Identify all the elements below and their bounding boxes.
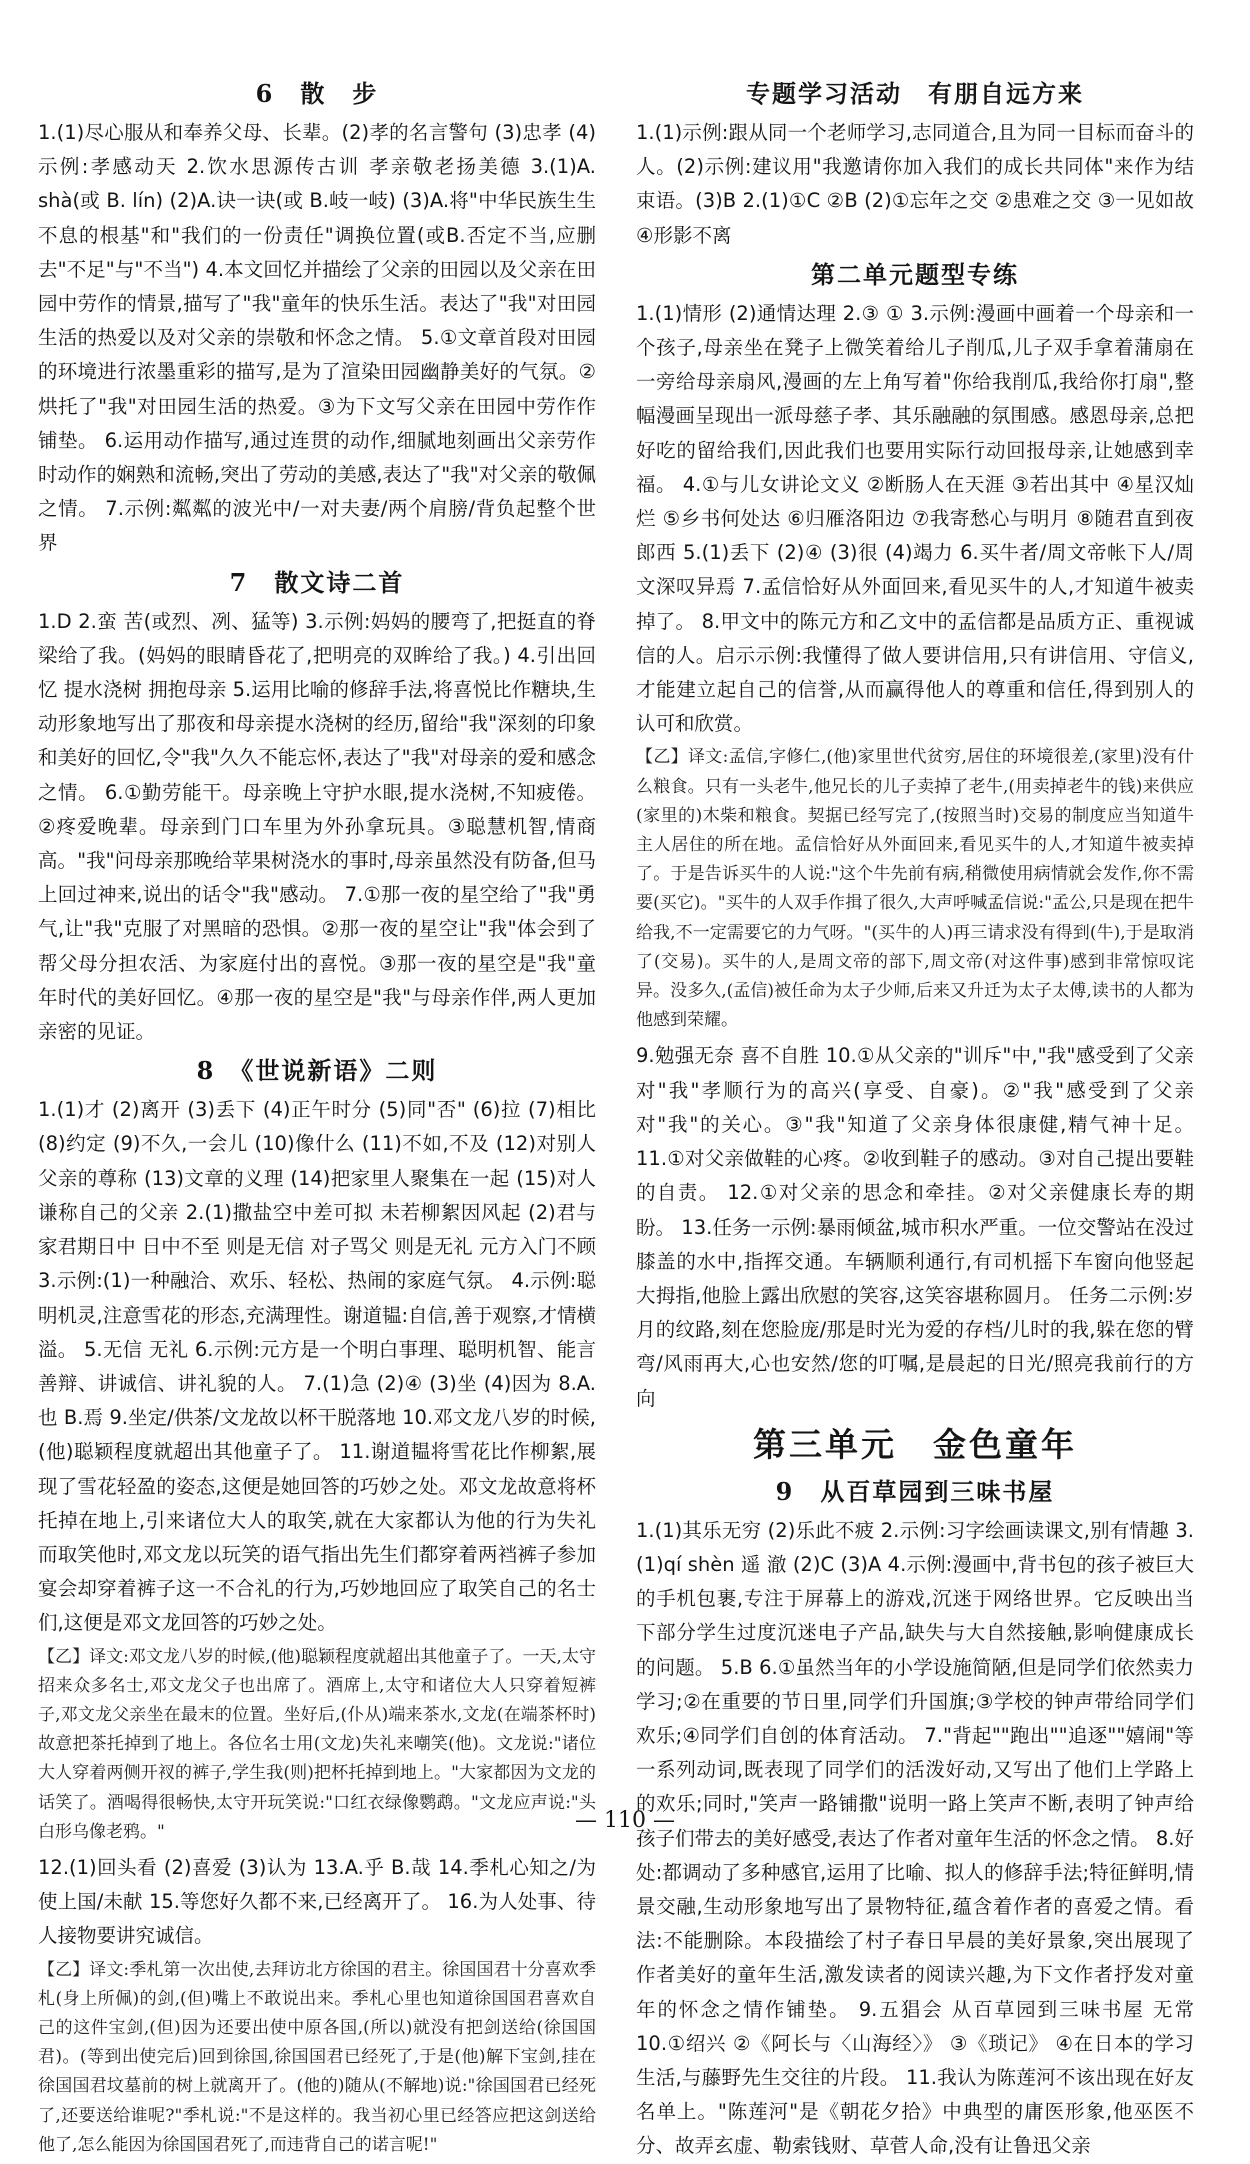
unit-2-translation: 【乙】译文:孟信,字修仁,(他)家里世代贫穷,居住的环境很差,(家里)没有什么粮食。只有一头老牛,他兄长的儿子卖掉了老牛,(用卖掉老牛的钱)来供应(家里的)木柴和粮食。契据已经写完了,(按照当时)交易的制度应当知道牛主人居住的所在地。孟信恰好从外面回来,看见买牛的人,才知道牛被卖掉了。于是告诉买牛的人说:"这个牛先前有病,稍微使用病情就会发作,你不需要(买它)。"买牛的人双手作揖了很久,大声呼喊孟信说:"孟公,只是现在把牛给我,不一定需要它的力气呀。"(买牛的人)再三请求没有得到(牛),于是取消了(交易)。买牛的人,是周文帝的部下,周文帝(对这件事)感到非常惊叹诧异。没多久,(孟信)被任命为太子少师,后来又升迁为太子太傅,读书的人都为他感到荣耀。 — [636, 747, 1194, 1031]
unit-2-practice-answers: 1.(1)情形 (2)通情达理 2.③ ① 3.示例:漫画中画着一个母亲和一个孩子,母亲坐在凳子上微笑着给儿子削瓜,儿子双手拿着蒲扇在一旁给母亲扇风,漫画的左上角写着"你给我削瓜,我给你打扇",整幅漫画呈现出一派母慈子孝、其乐融融的氛围感。感恩母亲,总把好吃的留给我们,因此我们也要用实际行动回报母亲,让她感到幸福。 4.①与儿女讲论文义 ②断肠人在天涯 ③若出其中 ④星汉灿烂 ⑤乡书何处达 ⑥归雁洛阳边 ⑦我寄愁心与明月 ⑧随君直到夜郎西 5.(1)丢下 (2)④ (3)很 (4)竭力 6.买牛者/周文帝帐下人/周文深叹异焉 7.孟信恰好从外面回来,看见买牛的人,才知道牛被卖掉了。 8.甲文中的陈元方和乙文中的孟信都是品质方正、重视诚信的人。启示示例:我懂得了做人要讲信用,只有讲信用、守信义,才能建立起自己的信誉,从而赢得他人的尊重和信任,得到别人的认可和欣赏。 — [636, 301, 1194, 736]
section-8-answers-continued: 12.(1)回头看 (2)喜爱 (3)认为 13.A.乎 B.哉 14.季札心知之/为使上国/未献 15.等您好久都不来,已经离开了。 16.为人处事、待人接物要讲究诚信。 — [38, 1855, 596, 1948]
section-9-answers: 1.(1)其乐无穷 (2)乐此不疲 2.示例:习字绘画读课文,别有情趣 3.(1)qí shèn 遥 澈 (2)C (3)A 4.示例:漫画中,背书包的孩子被巨大的手机包裹,专注于屏幕上的游戏,沉迷于网络世界。它反映出当下部分学生过度沉迷电子产品,缺失与大自然接触,影响健康成长的问题。 5.B 6.①虽然当年的小学设施简陋,但是同学们依然卖力学习;②在重要的节日里,同学们升国旗;③学校的钟声带给同学们欢乐;④同学们自创的体育活动。 7."背起""跑出""追逐""嬉闹"等一系列动词,既表现了同学们的活泼好动,又写出了他们上学路上的欢乐;同时,"笑声一路铺撒"说明一路上笑声不断,表明了钟声给孩子们带去的美好感受,表达了作者对童年生活的怀念之情。 8.好处:都调动了多种感官,运用了比喻、拟人的修辞手法;特征鲜明,情景交融,生动形象地写出了景物特征,蕴含着作者的喜爱之情。看法:不能删除。本段描绘了村子春日早晨的美好景象,突出展现了作者美好的童年生活,激发读者的阅读兴趣,为下文作者抒发对童年的怀念之情作铺垫。 9.五猖会 从百草园到三味书屋 无常 10.①绍兴 ②《阿长与〈山海经〉》 ③《琐记》 ④在日本的学习生活,与藤野先生交往的片段。 11.我认为陈莲河不该出现在好友名单上。"陈莲河"是《朝花夕拾》中典型的庸医形象,他巫医不分、故弄玄虚、勒索钱财、草菅人命,没有让鲁迅父亲 — [636, 1518, 1194, 2158]
section-8-answers: 1.(1)才 (2)离开 (3)丢下 (4)正午时分 (5)同"否" (6)拉 (7)相比 (8)约定 (9)不久,一会儿 (10)像什么 (11)不如,不及 (12)对别人父亲的尊称 (13)文章的义理 (14)把家里人聚集在一起 (15)对人谦称自己的父亲 2.(1)撒盐空中差可拟 未若柳絮因风起 (2)君与家君期日中 日中不至 则是无信 对子骂父 则是无礼 元方入门不顾 3.示例:(1)一种融洽、欢乐、轻松、热闹的家庭气氛。 4.示例:聪明机灵,注意雪花的形态,充满理性。谢道韫:自信,善于观察,才情横溢。 5.无信 无礼 6.示例:元方是一个明白事理、聪明机智、能言善辩、讲诚信、讲礼貌的人。 7.(1)急 (2)④ (3)坐 (4)因为 8.A.也 B.焉 9.坐定/供茶/文龙故以杯干脱落地 10.邓文龙八岁的时候,(他)聪颖程度就超出其他童子了。 11.谢道韫将雪花比作柳絮,展现了雪花轻盈的姿态,这便是她回答的巧妙之处。邓文龙故意将杯托掉在地上,引来诸位大人的取笑,就在大家都认为他的行为失礼而取笑他时,邓文龙以玩笑的语气指出先生们都穿着两裆裤子参加宴会却穿着裤子这一不合礼的行为,巧妙地回应了取笑自己的名士们,这便是邓文龙回答的巧妙之处。 — [38, 1098, 596, 1635]
left-column — [38, 72, 596, 2164]
section-8-translation: 【乙】译文:邓文龙八岁的时候,(他)聪颖程度就超出其他童子了。一天,太守招来众多名士,邓文龙父子也出席了。酒席上,太守和诸位大人只穿着短裤子,邓文龙父亲坐在最末的位置。坐好后,(仆从)端来茶水,文龙(在端茶杯时)故意把茶托掉到了地上。各位名士用(文龙)失礼来嘲笑(他)。文龙说:"诸位大人穿着两侧开衩的裤子,学生我(则)把杯托掉到地上。"大家都因为文龙的话笑了。酒喝得很畅快,太守开玩笑说:"口红衣绿像鹦鹉。"文龙应声说:"头白形乌像老鸦。" — [38, 1646, 596, 1842]
unit-3-title: 第三单元 金色童年 — [753, 1424, 1077, 1464]
section-8-translation-2: 【乙】译文:季札第一次出使,去拜访北方徐国的君主。徐国国君十分喜欢季札(身上所佩)的剑,(但)嘴上不敢说出来。季札心里也知道徐国国君喜欢自己的这件宝剑,(但)因为还要出使中原各国,(所以)就没有把剑送给(徐国国君)。(等到出使完后)回到徐国,徐国国君已经死了,于是(他)解下宝剑,挂在徐国国君坟墓前的树上就离开了。(他的)随从(不解地)说:"徐国国君已经死了,还要送给谁呢?"季札说:"不是这样的。我当初心里已经答应把这剑送给他了,怎么能因为徐国国君死了,而违背自己的诺言呢!" — [38, 1959, 596, 2155]
section-8-title: 8 《世说新语》二则 — [196, 1056, 438, 1086]
special-activity-answers: 1.(1)示例:跟从同一个老师学习,志同道合,且为同一目标而奋斗的人。(2)示例:建议用"我邀请你加入我们的成长共同体"来作为结束语。(3)B 2.(1)①C ②B (2)①忘年之交 ②患难之交 ③一见如故 ④形影不离 — [636, 121, 1194, 247]
section-9-title: 9 从百草园到三味书屋 — [775, 1476, 1055, 1506]
special-activity-title: 专题学习活动 有朋自远方来 — [746, 79, 1084, 108]
section-7-answers: 1.D 2.蛮 苦(或烈、冽、猛等) 3.示例:妈妈的腰弯了,把挺直的脊梁给了我。(妈妈的眼睛昏花了,把明亮的双眸给了我。) 4.引出回忆 提水浇树 拥抱母亲 5.运用比喻的修辞手法,将喜悦比作糖块,生动形象地写出了那夜和母亲提水浇树的经历,留给"我"深刻的印象和美好的回忆,令"我"久久不能忘怀,表达了"我"对母亲的爱和感念之情。 6.①勤劳能干。母亲晚上守护水眼,提水浇树,不知疲倦。②疼爱晚辈。母亲到门口车里为外孙拿玩具。③聪慧机智,情商高。"我"问母亲那晚给苹果树浇水的事时,母亲虽然没有防备,但马上回过神来,说出的话令"我"感动。 7.①那一夜的星空给了"我"勇气,让"我"克服了对黑暗的恐惧。②那一夜的星空让"我"体会到了帮父母分担农活、为家庭付出的喜悦。③那一夜的星空是"我"童年时代的美好回忆。④那一夜的星空是"我"与母亲作伴,两人更加亲密的见证。 — [38, 609, 596, 1044]
page-number: — 110 — — [575, 1808, 675, 1833]
section-6-answers: 1.(1)尽心服从和奉养父母、长辈。(2)孝的名言警句 (3)忠孝 (4)示例:孝感动天 2.饮水思源传古训 孝亲敬老扬美德 3.(1)A. shà(或 B. lín) (2)A.诀一诀(或 B.岐一岐) (3)A.将"中华民族生生不息的根基"和"我们的一份责任"调换位置(或B.否定不当,应删去"不足"与"不当") 4.本文回忆并描绘了父亲的田园以及父亲在田园中劳作的情景,描写了"我"童年的快乐生活。表达了"我"对田园生活的热爱以及对父亲的崇敬和怀念之情。 5.①文章首段对田园的环境进行浓墨重彩的描写,是为了渲染田园幽静美好的气氛。②烘托了"我"对田园生活的热爱。③为下文写父亲在田园中劳作作铺垫。 6.运用动作描写,通过连贯的动作,细腻地刻画出父亲劳作时动作的娴熟和流畅,突出了劳动的美感,表达了"我"对父亲的敬佩之情。 7.示例:粼粼的波光中/一对夫妻/两个肩膀/背负起整个世界 — [38, 121, 596, 555]
section-6-title: 6 散 步 — [255, 79, 379, 108]
right-column — [636, 72, 1194, 2164]
section-7-title: 7 散文诗二首 — [229, 567, 405, 597]
unit-2-practice-title: 第二单元题型专练 — [811, 259, 1019, 289]
unit-2-practice-answers-continued: 9.勉强无奈 喜不自胜 10.①从父亲的"训斥"中,"我"感受到了父亲对"我"孝顺行为的高兴(享受、自豪)。②"我"感受到了父亲对"我"的关心。③"我"知道了父亲身体很康健,精气神十足。 11.①对父亲做鞋的心疼。②收到鞋子的感动。③对自己提出要鞋的自责。 12.①对父亲的思念和牵挂。②对父亲健康长寿的期盼。 13.任务一示例:暴雨倾盆,城市积水严重。一位交警站在没过膝盖的水中,指挥交通。车辆顺利通行,有司机摇下车窗向他竖起大拇指,他脸上露出欣慰的笑容,这笑容堪称圆月。 任务二示例:岁月的纹路,刻在您脸庞/那是时光为爱的存档/儿时的我,躲在您的臂弯/风雨再大,心也安然/您的叮嘱,是晨起的日光/照亮我前行的方向 — [636, 1044, 1194, 1410]
